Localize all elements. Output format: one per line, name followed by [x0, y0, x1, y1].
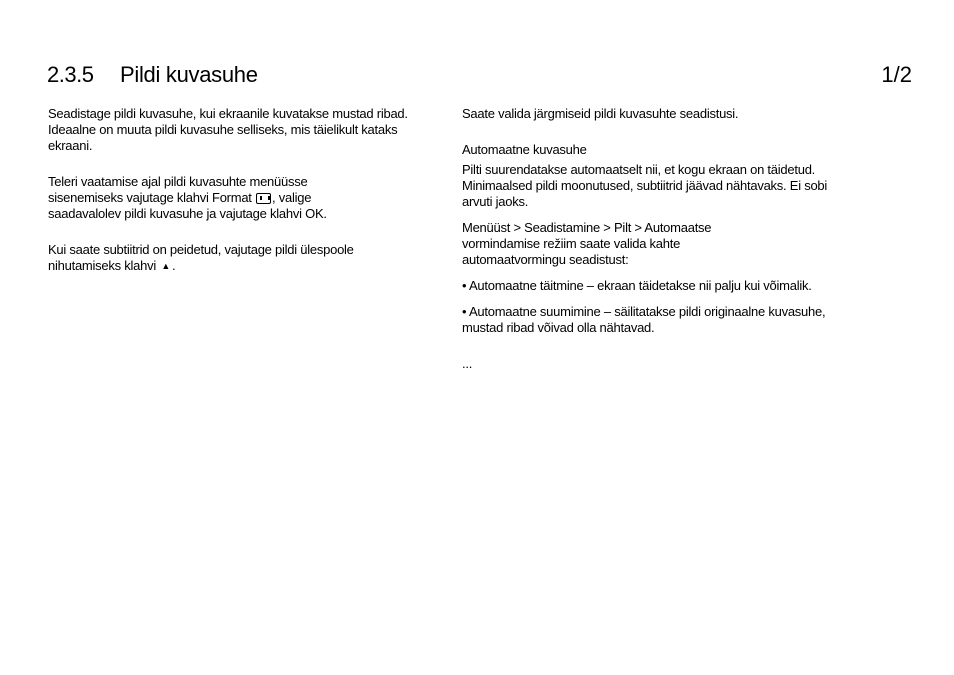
subheading: Automaatne kuvasuhe [462, 142, 587, 157]
paragraph-intro: Seadistage pildi kuvasuhe, kui ekraanile kuvatakse mustad ribad. Ideaalne on muuta pildi kuvasuhe selliseks, mis täielikult kataks ekraani. [48, 106, 408, 153]
bullet-auto-fill: • Automaatne täitmine – ekraan täidetakse nii palju kui võimalik. [462, 278, 812, 293]
bullet-auto-zoom: • Automaatne suumimine – säilitatakse pildi originaalne kuvasuhe, mustad ribad võivad olla nähtavad. [462, 304, 826, 335]
paragraph-auto: Pilti suurendatakse automaatselt nii, et kogu ekraan on täidetud. Minimaalsed pildi moonutused, subtiitrid jäävad nähtavaks. Ei sobi arvuti jaoks. [462, 162, 828, 209]
left-column [48, 106, 443, 274]
paragraph-subtitle-shift [48, 242, 428, 274]
up-arrow-icon: ▲ [161, 261, 170, 271]
page-header [47, 62, 912, 92]
paragraph-text: Teleri vaatamise ajal pildi kuvasuhte menüüsse sisenemiseks vajutage klahvi Format [48, 174, 308, 205]
page-number: 1/2 [881, 62, 912, 87]
page-title: Pildi kuvasuhe [120, 62, 258, 87]
paragraph-text: . [172, 258, 176, 273]
continuation-mark: ... [462, 356, 473, 371]
paragraph-text: , valige saadavalolev pildi kuvasuhe ja vajutage klahvi OK. [48, 190, 327, 221]
paragraph-menu-path: Menüüst > Seadistamine > Pilt > Automaatse vormindamise režiim saate valida kahte automaatvormingu seadistust: [462, 220, 712, 267]
paragraph-format-key [48, 174, 378, 222]
section-number: 2.3.5 [47, 62, 94, 87]
format-key-icon [256, 193, 271, 204]
paragraph-intro: Saate valida järgmiseid pildi kuvasuhte seadistusi. [462, 106, 739, 121]
paragraph-text: Kui saate subtiitrid on peidetud, vajutage pildi ülespoole nihutamiseks klahvi [48, 242, 354, 273]
right-column [462, 106, 857, 372]
